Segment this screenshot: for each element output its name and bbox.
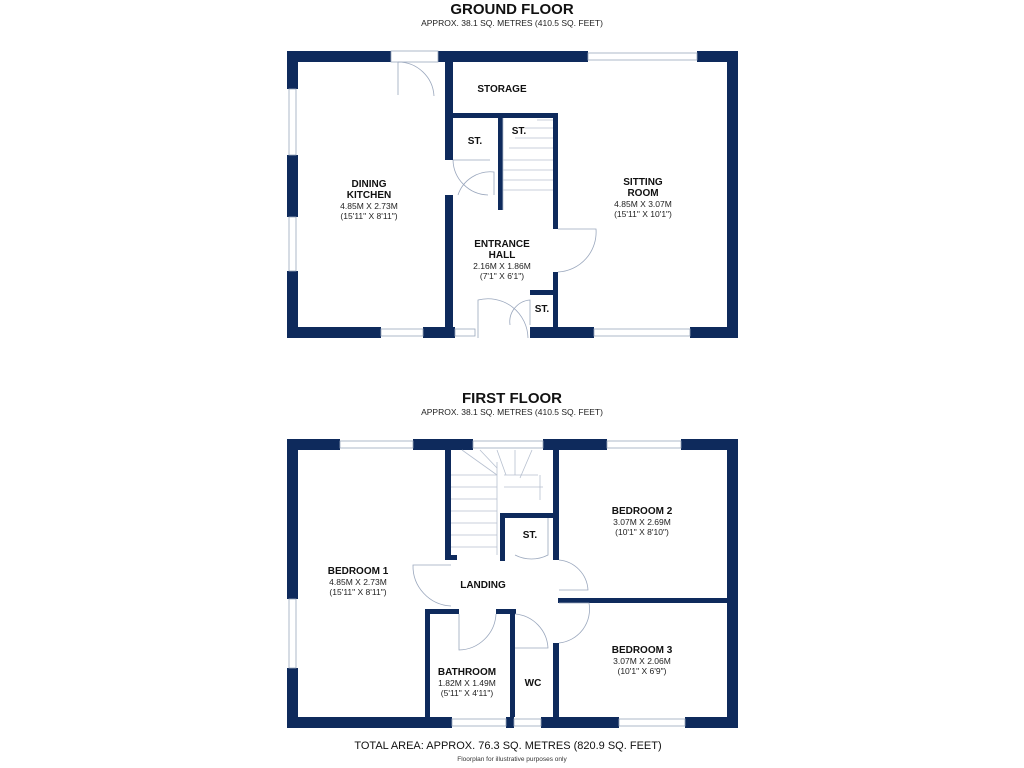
disclaimer: Floorplan for illustrative purposes only [457, 756, 567, 763]
door-swing [559, 560, 588, 590]
door-swing [478, 299, 528, 338]
landing-name: LANDING [460, 580, 506, 591]
wc-name: WC [524, 678, 542, 689]
door-swing [458, 172, 494, 195]
st-left-name: ST. [467, 136, 483, 147]
dining-kitchen-name-2: KITCHEN [346, 190, 392, 201]
bathroom-dim-ft: (5'11" X 4'11") [440, 688, 494, 698]
entrance-hall-name-1: ENTRANCE [474, 239, 530, 250]
total-area: TOTAL AREA: APPROX. 76.3 SQ. METRES (820.9 SQ. FEET) [354, 740, 662, 752]
first-floor-area: APPROX. 38.1 SQ. METRES (410.5 SQ. FEET) [421, 407, 603, 417]
dining-kitchen-dim-ft: (15'11" X 8'11") [340, 211, 398, 221]
bathroom-name: BATHROOM [437, 667, 497, 678]
first-floor-title: FIRST FLOOR [462, 390, 562, 407]
window [594, 329, 690, 336]
staircase [503, 118, 553, 210]
window [588, 53, 697, 60]
dining-kitchen-dim-m: 4.85M X 2.73M [340, 201, 398, 211]
bedroom-3-dim-m: 3.07M X 2.06M [613, 656, 671, 666]
sitting-room-name-2: ROOM [627, 188, 659, 199]
dining-kitchen-name-1: DINING [351, 179, 387, 190]
window [381, 329, 423, 336]
bedroom-1-dim-ft: (15'11" X 8'11") [329, 587, 387, 597]
first-floor [287, 390, 738, 728]
window [607, 441, 681, 448]
window [391, 51, 438, 62]
window [289, 599, 296, 668]
st-name: ST. [522, 530, 538, 541]
door-swing [398, 62, 434, 96]
bedroom-3-name: BEDROOM 3 [611, 645, 673, 656]
storage-name: STORAGE [477, 84, 527, 95]
bedroom-3-dim-ft: (10'1" X 6'9") [617, 666, 667, 676]
door-swing [515, 614, 548, 648]
ground-floor-labels [340, 84, 672, 315]
door-swing [559, 603, 590, 643]
door-swing [558, 229, 596, 272]
bedroom-1-name: BEDROOM 1 [327, 566, 389, 577]
ground-floor-title: GROUND FLOOR [450, 1, 574, 18]
ground-floor [287, 1, 738, 338]
bedroom-1-dim-m: 4.85M X 2.73M [329, 577, 387, 587]
bathroom-dim-m: 1.82M X 1.49M [438, 678, 496, 688]
st-stairs-name: ST. [511, 126, 527, 137]
bedroom-2-dim-m: 3.07M X 2.69M [613, 517, 671, 527]
window [455, 329, 475, 336]
bedroom-2-name: BEDROOM 2 [611, 506, 673, 517]
sitting-room-dim-ft: (15'11" X 10'1") [614, 209, 672, 219]
window [289, 217, 296, 271]
entrance-hall-dim-m: 2.16M X 1.86M [473, 261, 531, 271]
window [289, 89, 296, 155]
sitting-room-name-1: SITTING [623, 177, 663, 188]
entrance-hall-name-2: HALL [488, 250, 516, 261]
sitting-room-dim-m: 4.85M X 3.07M [614, 199, 672, 209]
window [340, 441, 413, 448]
bedroom-2-dim-ft: (10'1" X 8'10") [615, 527, 669, 537]
window [514, 719, 541, 726]
window [452, 719, 506, 726]
window [473, 441, 543, 448]
door-swing [510, 300, 530, 325]
window [619, 719, 685, 726]
entrance-hall-dim-ft: (7'1" X 6'1") [479, 271, 525, 281]
door-swing [459, 614, 496, 650]
ground-floor-area: APPROX. 38.1 SQ. METRES (410.5 SQ. FEET) [421, 18, 603, 28]
st-hall-name: ST. [534, 304, 550, 315]
door-swing [413, 565, 451, 606]
